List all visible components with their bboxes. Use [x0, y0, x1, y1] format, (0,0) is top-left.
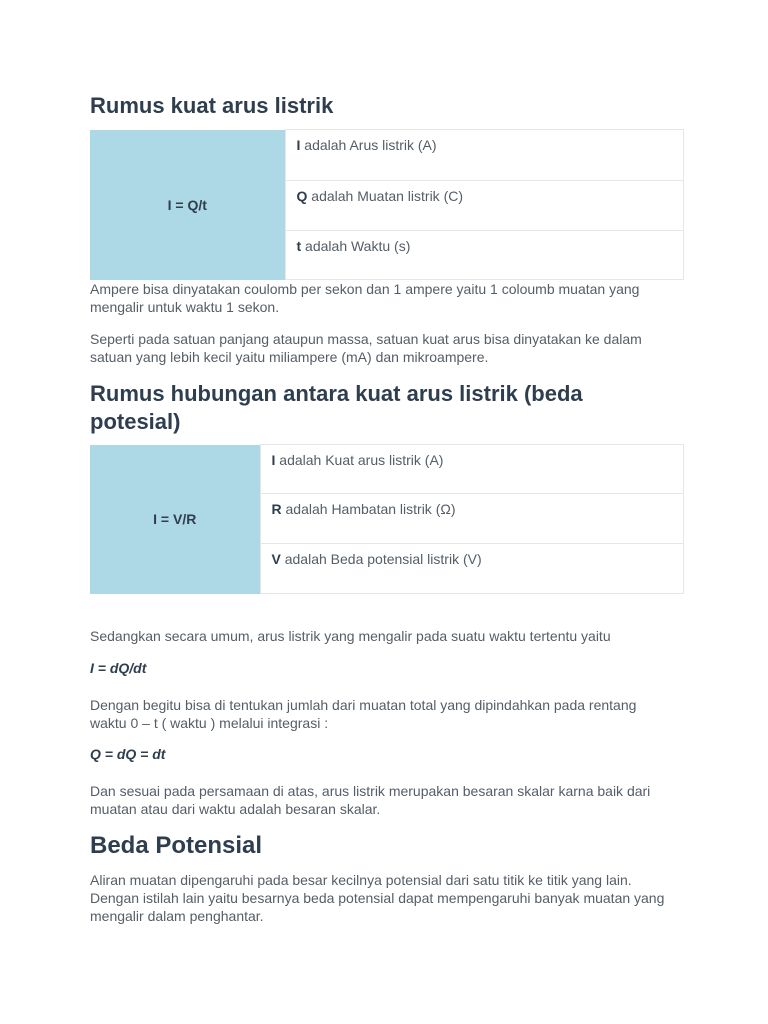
paragraph: Dan sesuai pada persamaan di atas, arus listrik merupakan besaran skalar karna baik dari muatan atau dari waktu adalah besaran skalar. [90, 783, 651, 817]
section-heading-kuat-arus: Rumus kuat arus listrik [90, 93, 334, 118]
definition-text: adalah Muatan listrik (C) [307, 188, 464, 204]
formula-text: I = Q/t [167, 196, 207, 213]
definition-cell [260, 445, 683, 494]
symbol-label: V [271, 551, 281, 567]
paragraph: Ampere bisa dinyatakan coulomb per sekon dan 1 ampere yaitu 1 coloumb muatan yang mengalir untuk waktu 1 sekon. [90, 281, 640, 315]
formula-cell [90, 130, 285, 280]
formula-text: I = V/R [153, 511, 197, 527]
definition-text: adalah Waktu (s) [301, 238, 411, 254]
symbol-label: Q [296, 188, 308, 204]
formula-table-hubungan [90, 444, 684, 594]
symbol-label: I [271, 452, 276, 468]
definition-text: adalah Hambatan listrik (Ω) [281, 501, 456, 517]
paragraph: Aliran muatan dipengaruhi pada besar kecilnya potensial dari satu titik ke titik yang lain. Dengan istilah lain yaitu besarnya beda potensial dapat mempengaruhi banyak muatan yang mengalir dalam penghantar. [90, 872, 665, 924]
paragraph: Sedangkan secara umum, arus listrik yang mengalir pada suatu waktu tertentu yaitu [90, 628, 611, 644]
paragraph: Seperti pada satuan panjang ataupun massa, satuan kuat arus bisa dinyatakan ke dalam satuan yang lebih kecil yaitu miliampere (mA) dan mikroampere. [90, 331, 642, 365]
definition-cell [285, 231, 683, 280]
formula-cell [90, 445, 260, 594]
definition-cell [260, 544, 683, 594]
formula-line: I = dQ/dt [90, 660, 147, 676]
symbol-label: I [296, 137, 301, 153]
definition-cell [285, 130, 683, 181]
paragraph: Dengan begitu bisa di tentukan jumlah dari muatan total yang dipindahkan pada rentang waktu 0 – t ( waktu ) melalui integrasi : [90, 697, 637, 731]
definition-cell [285, 181, 683, 231]
definition-text: adalah Kuat arus listrik (A) [275, 452, 444, 468]
symbol-label: t [296, 238, 302, 254]
definition-text: adalah Beda potensial listrik (V) [280, 551, 482, 567]
formula-table-kuat-arus [90, 129, 684, 280]
section-heading-hubungan: Rumus hubungan antara kuat arus listrik (beda potesial) [90, 381, 583, 434]
definition-text: adalah Arus listrik (A) [300, 137, 437, 153]
symbol-label: R [271, 501, 282, 517]
formula-line: Q = dQ = dt [90, 746, 166, 762]
section-heading-beda-potensial: Beda Potensial [90, 832, 263, 859]
definition-cell [260, 494, 683, 544]
